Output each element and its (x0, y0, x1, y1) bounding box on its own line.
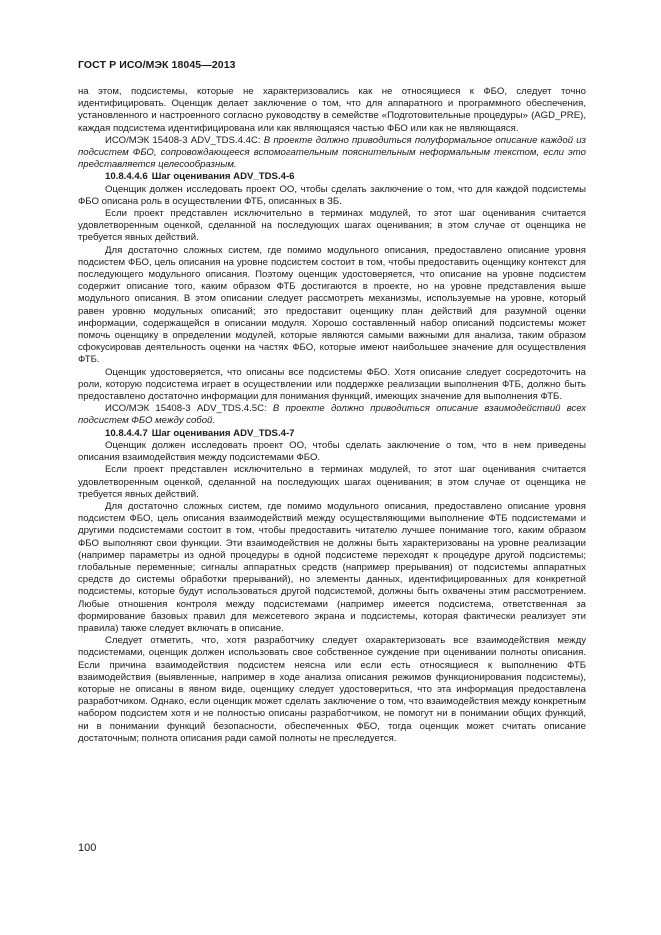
reference-code: ИСО/МЭК 15408-3 ADV_TDS.4.5C: (105, 403, 273, 415)
body-paragraph: Если проект представлен исключительно в терминах модулей, то этот шаг оценивания считается удовлетворенным оценкой, сделанной на последующих шагах оценивания; в этом случае от оценщика не требуется явных действий. (78, 464, 586, 500)
reference-text: В проекте должно приводиться полуформальное описание каждой из подсистем ФБО, сопровождающееся вспомогательным пояснительным неформальным текстом, если это представляется целесообразным. (78, 134, 586, 171)
section-title: Шаг оценивания ADV_TDS.4-6 (151, 171, 295, 183)
section-heading (78, 171, 586, 183)
body-paragraph: Оценщик должен исследовать проект ОО, чтобы сделать заключение о том, что для каждой подсистемы ФБО описана роль в осуществлении ФТБ, описанных в ЗБ. (78, 183, 586, 207)
body-paragraph: Если проект представлен исключительно в терминах модулей, то этот шаг оценивания считается удовлетворенным оценкой, сделанной на последующих шагах оценивания; в этом случае от оценщика не требуется явных действий. (78, 208, 586, 244)
body-paragraph: на этом, подсистемы, которые не характеризовались как не относящиеся к ФБО, следует точно идентифицировать. Оценщик делает заключение о том, что для аппаратного и программного обеспечения, установленного и настроенного согласно руководству в семействе «Подготовительные процедуры» (AGD_PRE), каждая подсистема идентифицирована или как являющаяся частью ФБО или как не являющаяся. (78, 86, 586, 134)
body-paragraph: Для достаточно сложных систем, где помимо модульного описания, предоставлено описание уровня подсистем ФБО, цель описания взаимодействий между осуществляющими выполнение ФТБ подсистемами и другими подсистемами состоит в том, чтобы предоставить читателю лучшее понимание того, каким образом ФБО выполняют свои функции. Эти взаимодействия не должны быть характеризованы на уровне реализации (например параметры из одной процедуры в одной подсистеме переходят к процедуре другой подсистемы; глобальные переменные; сигналы аппаратных средств (например прерывания) от подсистемы аппаратных средств до системы обработки прерываний), но элементы данных, идентифицированных для конкретной подсистемы, которые будут использоваться другой подсистемой, должны быть охвачены этим рассмотрением. Любые отношения контроля между подсистемами (например имеется подсистема, ответственная за формирование базовых правил для межсетевого экрана и подсистемы, которая фактически реализует эти правила) также следует включать в описание. (78, 500, 586, 634)
body-paragraph: Оценщик удостоверяется, что описаны все подсистемы ФБО. Хотя описание следует сосредоточить на роли, которую подсистема играет в осуществлении или поддержке реализации выполнения ФТБ, должно быть предоставлено достаточно информации для понимания функций, имеющих значение для выполнения ФТБ. (78, 366, 586, 403)
section-number: 10.8.4.4.7 (105, 427, 148, 439)
page-number: 100 (78, 842, 97, 854)
section-heading (78, 428, 586, 440)
section-title: Шаг оценивания ADV_TDS.4-7 (151, 427, 295, 439)
section-number: 10.8.4.4.6 (105, 171, 148, 183)
standard-reference (78, 403, 586, 427)
reference-code: ИСО/МЭК 15408-3 ADV_TDS.4.4C: (105, 134, 264, 146)
body-paragraph: Оценщик должен исследовать проект ОО, чтобы сделать заключение о том, что в нем приведены описания взаимодействия между подсистемами ФБО. (78, 439, 586, 464)
body-paragraph: Для достаточно сложных систем, где помимо модульного описания, предоставлено описание уровня подсистем ФБО, цель описания на уровне подсистем состоит в том, чтобы предоставить оценщику контекст для последующего модульного описания. Поэтому оценщик удостоверяется, что описание на уровне подсистем содержит описание того, каким образом ФТБ достигаются в проекте, но на уровне представления выше модульного описания. В этом описании следует рассмотреть механизмы, используемые на уровне, который равен уровню модульных описаний; это предоставит оценщику план действий для разумной оценки информации, содержащейся в описании модуля. Хорошо составленный набор описаний подсистемы может помочь оценщику в определении модулей, которые являются самыми важными для анализа, таким образом сфокусировав деятельность оценки на частях ФБО, которые имеют наибольшее значение для осуществления ФТБ. (78, 244, 586, 366)
body-paragraph: Следует отметить, что, хотя разработчику следует охарактеризовать все взаимодействия между подсистемами, оценщик должен использовать свое собственное суждение при оценивании полноты описания. Если причина взаимодействия подсистем неясна или если есть относящиеся к выполнению ФТБ взаимодействия (выявленные, например в ходе анализа описания режимов функционирования подсистемы), которые не описаны в явном виде, оценщику следует удостовериться, что эта информация предоставлена разработчиком. Однако, если оценщик может сделать заключение о том, что взаимодействия между конкретным набором подсистем хотя и не полностью описаны разработчиком, не помогут ни в понимании общих функций, ни в понимании функций безопасности, обеспеченных ФБО, тогда оценщик может считать описание достаточным; полнота описания ради самой полноты не преследуется. (78, 635, 586, 744)
reference-text: В проекте должно приводиться описание взаимодействий всех подсистем ФБО между собой. (78, 403, 586, 427)
standard-reference (78, 135, 586, 172)
document-body (78, 86, 586, 745)
document-header: ГОСТ Р ИСО/МЭК 18045—2013 (78, 59, 236, 71)
